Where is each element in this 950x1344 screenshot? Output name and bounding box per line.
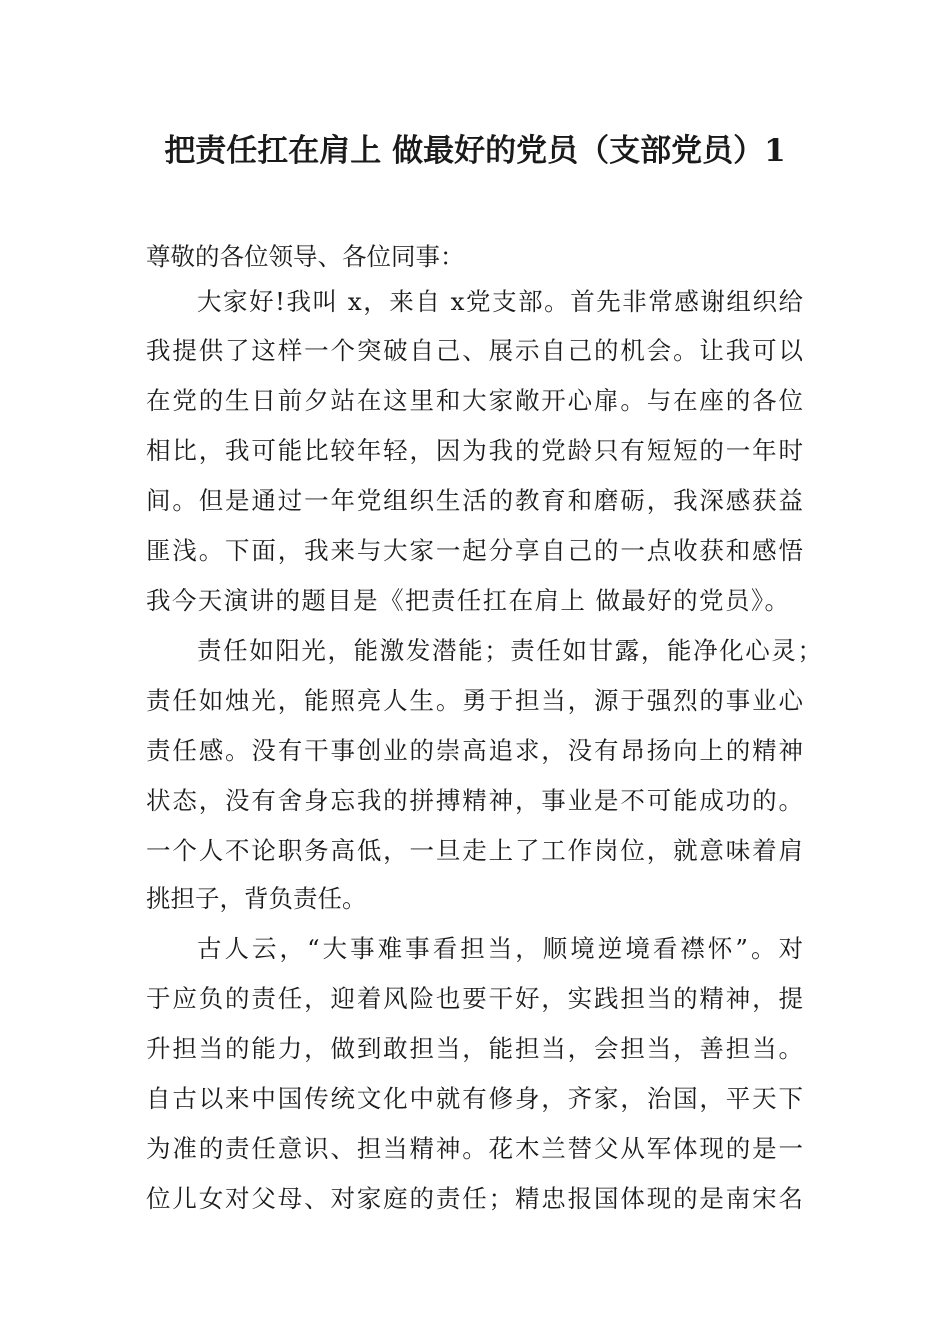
body-line: 一个人不论职务高低，一旦走上了工作岗位，就意味着肩 <box>146 836 803 865</box>
body-line: 责任如烛光，能照亮人生。勇于担当，源于强烈的事业心 <box>146 686 803 715</box>
body-line: 大家好!我叫 x，来自 x党支部。首先非常感谢组织给 <box>197 287 803 316</box>
body-line: 我提供了这样一个突破自己、展示自己的机会。让我可以 <box>146 336 803 365</box>
body-line: 升担当的能力，做到敢担当，能担当，会担当，善担当。 <box>146 1034 803 1063</box>
body-line: 间。但是通过一年党组织生活的教育和磨砺，我深感获益 <box>146 486 803 515</box>
body-line: 责任感。没有干事创业的崇高追求，没有昂扬向上的精神 <box>146 736 803 765</box>
body-line: 古人云，“大事难事看担当，顺境逆境看襟怀”。对 <box>197 934 803 963</box>
document-title: 把责任扛在肩上 做最好的党员（支部党员）1 <box>164 133 786 169</box>
body-line: 匪浅。下面，我来与大家一起分享自己的一点收获和感悟 <box>146 536 803 565</box>
body-line: 责任如阳光，能激发潜能；责任如甘露，能净化心灵； <box>197 636 822 665</box>
body-line: 自古以来中国传统文化中就有修身，齐家，治国，平天下 <box>146 1084 803 1113</box>
body-line: 于应负的责任，迎着风险也要干好，实践担当的精神，提 <box>146 984 803 1013</box>
body-line: 为准的责任意识、担当精神。花木兰替父从军体现的是一 <box>146 1134 803 1163</box>
body-line: 挑担子，背负责任。 <box>146 884 367 913</box>
body-line: 相比，我可能比较年轻，因为我的党龄只有短短的一年时 <box>146 436 803 465</box>
body-line: 位儿女对父母、对家庭的责任；精忠报国体现的是南宋名 <box>146 1184 803 1213</box>
body-line: 我今天演讲的题目是《把责任扛在肩上 做最好的党员》。 <box>146 586 789 615</box>
body-line: 在党的生日前夕站在这里和大家敞开心扉。与在座的各位 <box>146 386 803 415</box>
body-line: 状态，没有舍身忘我的拼搏精神，事业是不可能成功的。 <box>146 786 803 815</box>
salutation-line: 尊敬的各位领导、各位同事： <box>146 242 465 271</box>
